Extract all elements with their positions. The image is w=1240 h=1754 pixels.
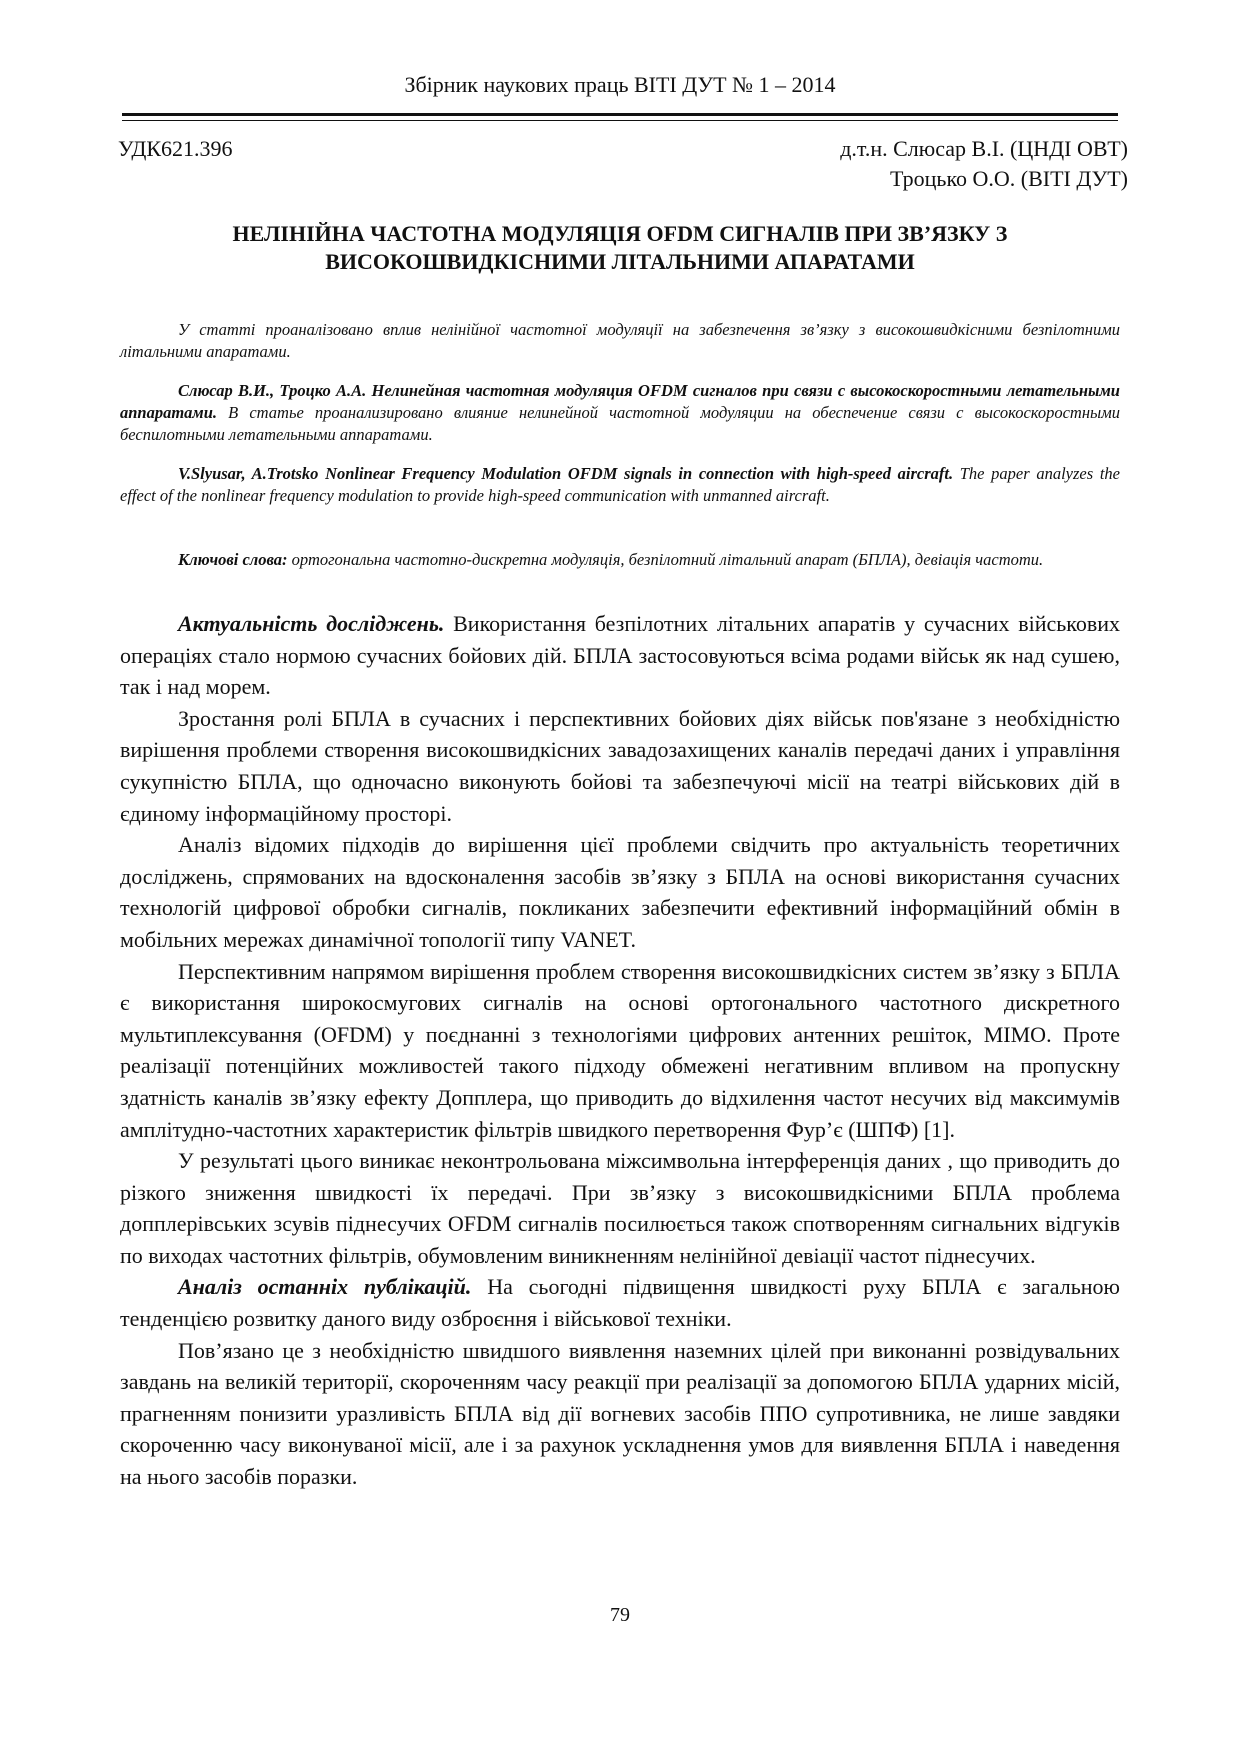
body-paragraph-7: Пов’язано це з необхідністю швидшого виявлення наземних цілей при виконанні розвідувальних завдань на великій території, скороченням часу реакції при реалізації за допомогою БПЛА ударних місій, прагненням понизити уразливість БПЛА від дії вогневих засобів ППО супротивника, не лише завдяки скороченню часу виконуваної місії, але і за рахунок ускладнення умов для виявлення БПЛА і наведення на нього засобів поразки. [120,1337,1120,1490]
keywords [120,549,1120,571]
title-line-2: ВИСОКОШВИДКІСНИМИ ЛІТАЛЬНИМИ АПАРАТАМИ [325,249,915,274]
abstract-ru-text: В статье проанализировано влияние нелинейной частотной модуляции на обеспечение связи с высокоскоростными беспилотными летательными аппаратами. [120,403,1120,444]
abstract-en-text: The paper analyzes the effect of the nonlinear frequency modulation to provide high-speed communication with unmanned aircraft. [120,464,1120,505]
author-1: д.т.н. Слюсар В.І. (ЦНДІ ОВТ) [840,136,1128,161]
section-heading-publications: Аналіз останніх публікацій. [178,1274,472,1300]
page-number: 79 [610,1604,630,1626]
header-rule-thick [122,113,1118,116]
running-head: Збірник наукових праць ВІТІ ДУТ № 1 – 2014 [404,72,836,97]
abstract-ukrainian [120,319,1120,363]
title-line-1: НЕЛІНІЙНА ЧАСТОТНА МОДУЛЯЦІЯ OFDM СИГНАЛІВ ПРИ ЗВ’ЯЗКУ З [232,221,1008,246]
udk-code: УДК621.396 [118,136,233,161]
body-paragraph-1 [120,608,1120,703]
header-rule-thin [122,120,1118,121]
body-paragraph-3: Аналіз відомих підходів до вирішення цієї проблеми свідчить про актуальність теоретичних досліджень, спрямованих на вдосконалення засобів зв’язку з БПЛА на основі використання сучасних технологій цифрової обробки сигналів, покликаних забезпечити ефективний інформаційний обмін в мобільних мережах динамічної топології типу VANET. [120,832,1120,952]
abstract-english [120,463,1120,507]
keywords-text: ортогональна частотно-дискретна модуляція, безпілотний літальний апарат (БПЛА), девіація частоти. [287,550,1044,569]
section-heading-relevance: Актуальність досліджень. [178,611,445,636]
body-paragraph-1-text: Використання безпілотних літальних апаратів у сучасних військових операціях стало нормою сучасних бойових дій. БПЛА застосовуються всіма родами військ як над сушею, так і над морем. [120,611,1120,700]
abstract-ua-text: У статті проаналізовано вплив нелінійної частотної модуляції на забезпечення зв’язку з високошвидкісними безпілотними літальними апаратами. [120,320,1120,361]
article-body [120,608,1120,1493]
keywords-label: Ключові слова: [178,550,288,569]
author-2: Троцько О.О. (ВІТІ ДУТ) [890,166,1128,191]
body-paragraph-2: Зростання ролі БПЛА в сучасних і перспективних бойових діях військ пов'язане з необхідністю вирішення проблеми створення високошвидкісних завадозахищених каналів передачі даних і управління сукупністю БПЛА, що одночасно виконують бойові та забезпечуючі місії на театрі військових дій в єдиному інформаційному просторі. [120,705,1120,826]
body-paragraph-6-text: На сьогодні підвищення швидкості руху БПЛА є загальною тенденцією розвитку даного виду озброєння і військової техніки. [120,1274,1120,1332]
abstract-russian [120,380,1120,446]
author-block [840,134,1128,194]
abstract-ru-lead: Слюсар В.И., Троцко А.А. Нелинейная частотная модуляция OFDM сигналов при связи с высокоскоростными летательными аппаратами. [120,381,1120,422]
body-paragraph-6 [120,1271,1120,1334]
body-paragraph-5: У результаті цього виникає неконтрольована міжсимвольна інтерференція даних , що приводить до різкого зниження швидкості їх передачі. При зв’язку з високошвидкісними БПЛА проблема допплерівських зсувів піднесучих OFDM сигналів посилюється також спотворенням сигнальних відгуків по виходах частотних фільтрів, обумовленим виникненням нелінійної девіації частот піднесучих. [120,1148,1120,1268]
article-title [122,220,1118,276]
body-paragraph-4: Перспективним напрямом вирішення проблем створення високошвидкісних систем зв’язку з БПЛА є використання широкосмугових сигналів на основі ортогонального частотного дискретного мультиплексування (OFDM) у поєднанні з технологіями цифрових антенних решіток, MIMO. Проте реалізації потенційних можливостей такого підходу обмежені негативним впливом на пропускну здатність каналів зв’язку ефекту Допплера, що приводить до відхилення частот несучих від максимумів амплітудно-частотних характеристик фільтрів швидкого перетворення Фур’є (ШПФ) [1]. [120,958,1120,1142]
abstract-en-lead: V.Slyusar, A.Trotsko Nonlinear Frequency Modulation OFDM signals in connection with high-speed aircraft. [178,464,954,483]
